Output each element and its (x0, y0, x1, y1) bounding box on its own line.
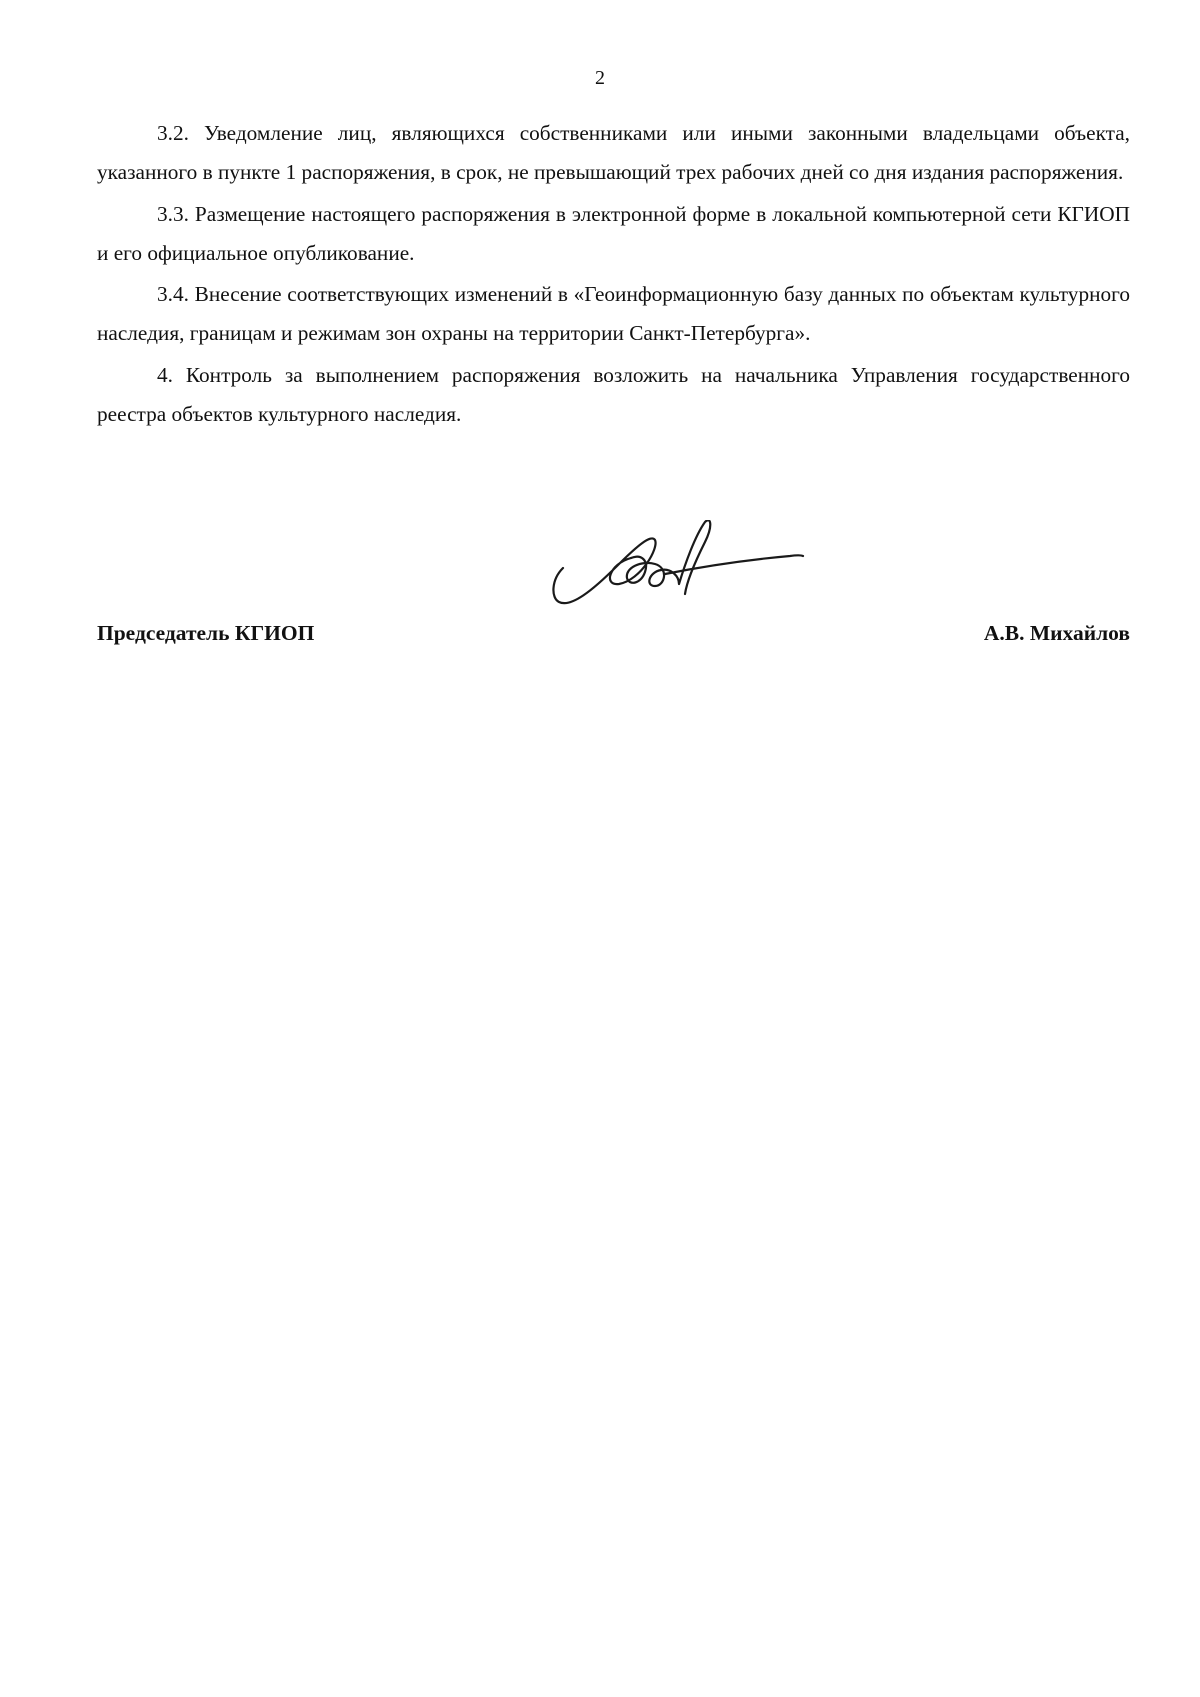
signer-position: Председатель КГИОП (97, 621, 315, 645)
signer-name: А.В. Михайлов (983, 621, 1130, 645)
paragraph-3-4: 3.4. Внесение соответствующих изменений в «Геоинформационную базу данных по объектам культурного наследия, границам и режимам зон охраны на территории Санкт-Петербурга». (97, 282, 1130, 345)
signature-block (97, 520, 1130, 670)
paragraph-4: 4. Контроль за выполнением распоряжения возложить на начальника Управления государственного реестра объектов культурного наследия. (97, 362, 1130, 426)
paragraph-3-2: 3.2. Уведомление лиц, являющихся собственниками или иными законными владельцами объекта, указанного в пункте 1 распоряжения, в срок, не превышающий трех рабочих дней со дня издания распоряжения. (97, 121, 1130, 184)
paragraph-3-3: 3.3. Размещение настоящего распоряжения в электронной форме в локальной компьютерной сети КГИОП и его официальное опубликование. (97, 201, 1130, 265)
handwritten-signature (545, 520, 825, 660)
page-number: 2 (595, 67, 605, 89)
document-body (97, 114, 1130, 436)
